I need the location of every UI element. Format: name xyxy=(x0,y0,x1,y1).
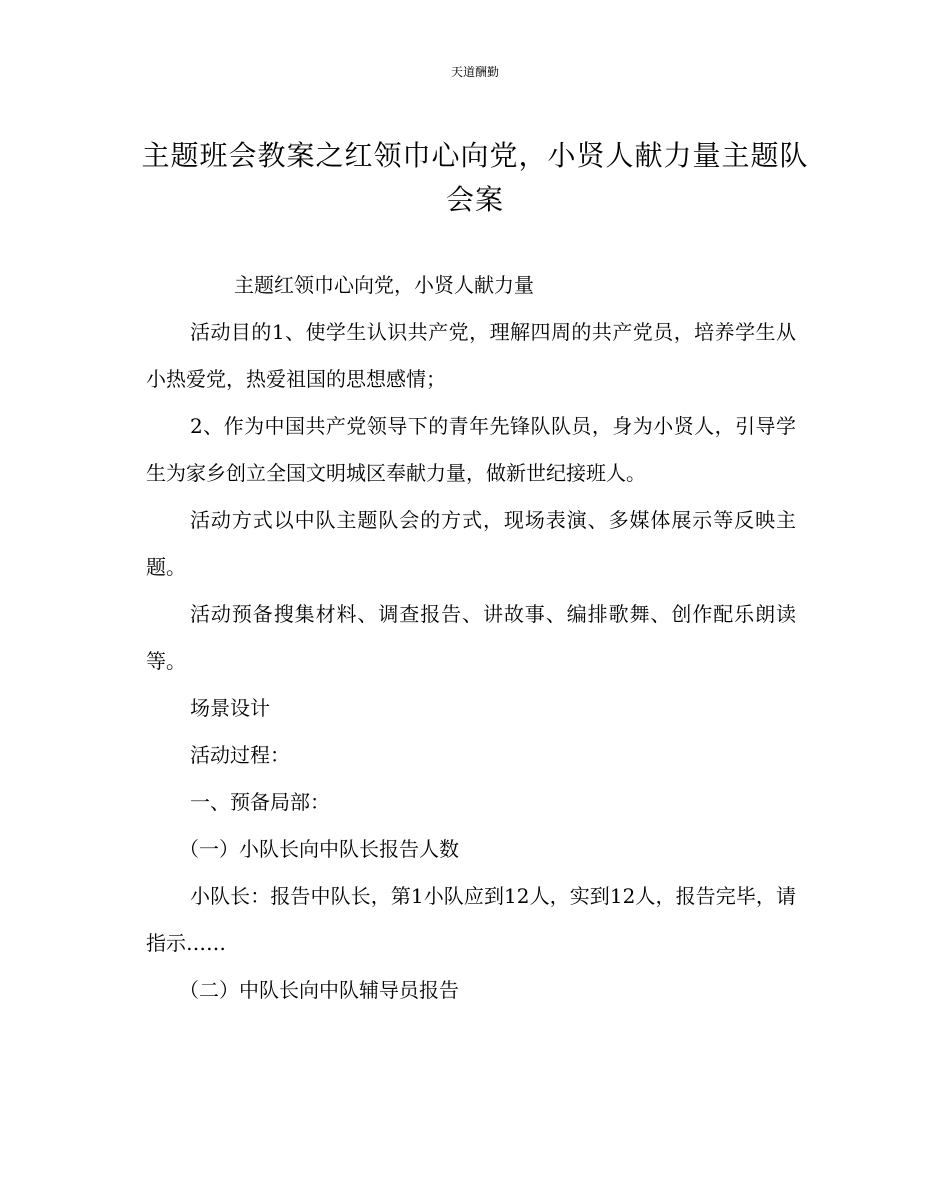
paragraph-activity-preparation: 活动预备搜集材料、调查报告、讲故事、编排歌舞、创作配乐朗读等。 xyxy=(146,602,796,673)
page-header: 天道酬勤 xyxy=(450,65,499,79)
theme-line: 主题红领巾心向党，小贤人献力量 xyxy=(234,273,534,297)
section-heading-preparation: 一、预备局部： xyxy=(190,790,330,814)
document-title: 主题班会教案之红领巾心向党，小贤人献力量主题队会案 xyxy=(141,139,809,216)
paragraph-squad-leader-report: 小队长：报告中队长，第1小队应到12人，实到12人，报告完毕，请指示…… xyxy=(146,884,796,955)
paragraph-activity-process: 活动过程： xyxy=(190,743,290,767)
document-body xyxy=(146,262,796,1014)
subsection-heading-2: （二）中队长向中队辅导员报告 xyxy=(179,978,459,1002)
subsection-heading-1: （一）小队长向中队长报告人数 xyxy=(179,837,459,861)
paragraph-activity-goal-1: 活动目的1、使学生认识共产党，理解四周的共产党员，培养学生从小热爱党，热爱祖国的思想感情； xyxy=(146,320,796,391)
paragraph-activity-method: 活动方式以中队主题队会的方式，现场表演、多媒体展示等反映主题。 xyxy=(146,508,796,579)
paragraph-scene-design: 场景设计 xyxy=(190,696,270,720)
paragraph-activity-goal-2: 2、作为中国共产党领导下的青年先锋队队员，身为小贤人，引导学生为家乡创立全国文明城区奉献力量，做新世纪接班人。 xyxy=(146,414,796,485)
